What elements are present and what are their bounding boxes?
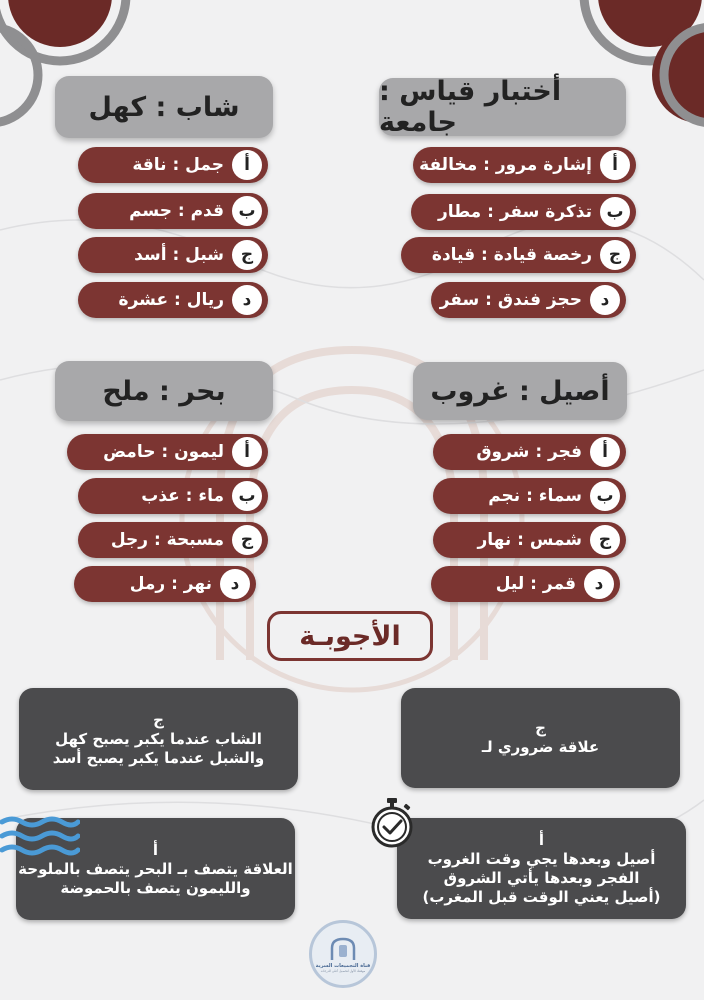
option-letter: ب — [232, 196, 262, 226]
question-1-title-box — [379, 78, 626, 136]
logo-emblem-icon — [328, 936, 358, 962]
answer-line: الفجر وبعدها يأتي الشروق — [443, 868, 640, 887]
option-letter: ب — [232, 481, 262, 511]
option-text: حجز فندق : سفر — [439, 290, 582, 310]
question-2-option-b[interactable] — [78, 193, 268, 229]
answer-letter: أ — [152, 840, 159, 859]
channel-logo — [309, 920, 377, 988]
waves-icon — [0, 814, 80, 866]
option-text: قدم : جسم — [129, 201, 224, 221]
answer-line: علاقة ضروري لـ — [481, 738, 600, 756]
question-3-option-a[interactable] — [433, 434, 626, 470]
question-2-option-d[interactable] — [78, 282, 268, 318]
question-3-option-d[interactable] — [431, 566, 620, 602]
option-letter: أ — [590, 437, 620, 467]
question-4-title-box — [55, 361, 273, 421]
option-letter: أ — [232, 150, 262, 180]
option-letter: د — [584, 569, 614, 599]
option-text: قمر : ليل — [495, 574, 576, 594]
answer-letter: ج — [153, 710, 164, 729]
option-letter: أ — [232, 437, 262, 467]
option-letter: د — [232, 285, 262, 315]
option-text: ريال : عشرة — [118, 290, 224, 310]
answer-2 — [19, 688, 298, 790]
option-text: سماء : نجم — [488, 486, 582, 506]
answer-1 — [401, 688, 680, 788]
option-text: تذكرة سفر : مطار — [437, 202, 592, 222]
answer-letter: ج — [535, 719, 546, 737]
option-letter: ب — [600, 197, 630, 227]
question-3-option-c[interactable] — [433, 522, 626, 558]
answer-line: الشاب عندما يكبر يصبح كهل — [55, 729, 262, 748]
option-text: ماء : عذب — [141, 486, 224, 506]
option-text: شمس : نهار — [477, 530, 582, 550]
question-4-option-a[interactable] — [67, 434, 268, 470]
answer-letter: أ — [538, 830, 545, 849]
option-letter: ج — [600, 240, 630, 270]
option-text: جمل : ناقة — [132, 155, 224, 175]
question-1-option-c[interactable] — [401, 237, 636, 273]
option-letter: ج — [590, 525, 620, 555]
question-2-title-box — [55, 76, 273, 138]
question-3-title-box — [413, 362, 627, 420]
option-text: نهر : رمل — [129, 574, 212, 594]
answer-3 — [397, 818, 686, 919]
option-text: شبل : أسد — [134, 245, 224, 265]
option-letter: د — [220, 569, 250, 599]
answers-title: الأجوبـة — [267, 611, 433, 661]
question-1-option-b[interactable] — [411, 194, 636, 230]
question-4-option-b[interactable] — [78, 478, 268, 514]
question-1-option-d[interactable] — [431, 282, 626, 318]
option-letter: أ — [600, 150, 630, 180]
question-1-title: أختبار قياس : جامعة — [379, 76, 562, 138]
question-3-title: أصيل : غروب — [430, 375, 610, 407]
option-letter: ب — [590, 481, 620, 511]
logo-name: قناة التجميعات السرية — [315, 962, 371, 969]
option-letter: د — [590, 285, 620, 315]
option-letter: ج — [232, 525, 262, 555]
stopwatch-icon — [369, 797, 415, 849]
question-4-option-c[interactable] — [78, 522, 268, 558]
question-3-option-b[interactable] — [433, 478, 626, 514]
logo-tagline: موقعك الأول لتحصيل أعلى الدرجات — [320, 968, 366, 973]
option-text: ليمون : حامض — [103, 442, 224, 462]
question-2-option-c[interactable] — [78, 237, 268, 273]
answer-line: أصيل وبعدها يجي وقت الغروب — [427, 849, 656, 868]
question-1-option-a[interactable] — [413, 147, 636, 183]
answer-line: والليمون يتصف بالحموضة — [60, 878, 251, 897]
answer-line: (أصيل يعني الوقت قبل المغرب) — [422, 887, 661, 906]
question-4-title: بحر : ملح — [102, 375, 226, 407]
answer-line: العلاقة يتصف بـ البحر يتصف بالملوحة — [18, 859, 293, 878]
question-4-option-d[interactable] — [74, 566, 256, 602]
question-2-option-a[interactable] — [78, 147, 268, 183]
option-text: رخصة قيادة : قيادة — [431, 245, 592, 265]
answer-line: والشبل عندما يكبر يصبح أسد — [52, 748, 265, 767]
option-letter: ج — [232, 240, 262, 270]
option-text: فجر : شروق — [476, 442, 582, 462]
option-text: إشارة مرور : مخالفة — [419, 155, 592, 175]
option-text: مسبحة : رجل — [110, 530, 224, 550]
question-2-title: شاب : كهل — [88, 91, 240, 123]
